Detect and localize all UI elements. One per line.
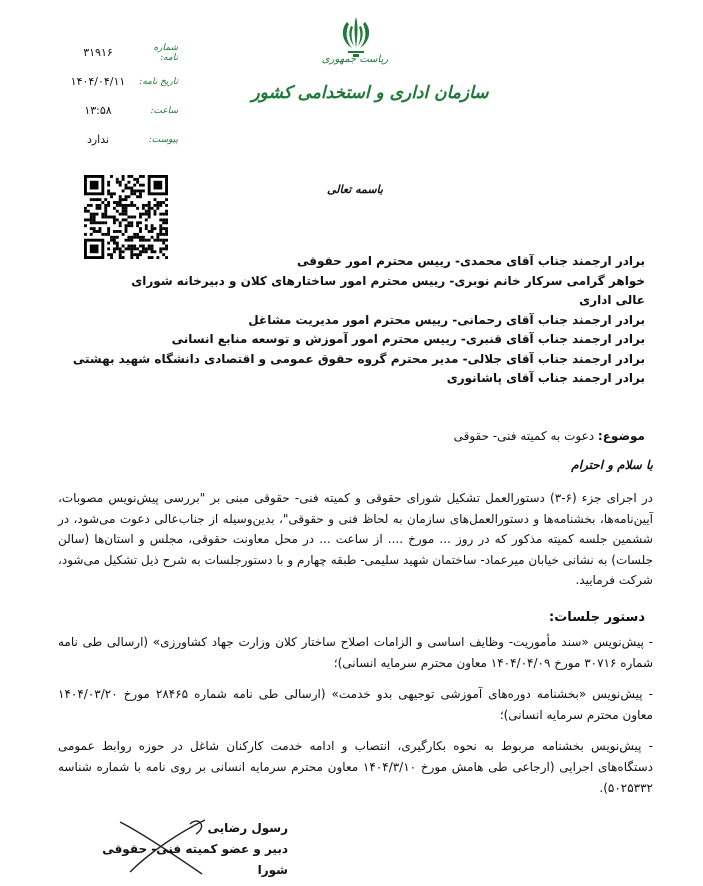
meta-letter-date bbox=[58, 67, 178, 96]
meta-value: ۱۴۰۴/۰۴/۱۱ bbox=[70, 75, 126, 88]
meta-label: تاریخ نامه: bbox=[139, 76, 178, 87]
meta-letter-number bbox=[58, 38, 178, 67]
basmala: باسمه تعالی bbox=[327, 183, 383, 196]
recipient-line: خواهر گرامی سرکار خانم نوبری- رییس محترم امور ساختارهای کلان و دبیرخانه شورای bbox=[131, 273, 645, 288]
subject-line bbox=[454, 429, 645, 443]
presidency-label: ریاست جمهوری bbox=[321, 54, 389, 65]
recipient-line: برادر ارجمند جناب آقای رحمانی- رییس محترم امور مدیریت مشاغل bbox=[248, 312, 645, 327]
signer-block bbox=[68, 818, 288, 881]
agenda-item: - پیش‌نویس «سند مأموریت- وظایف اساسی و الزامات اصلاح ساختار کلان وزارت جهاد کشاورزی» (ارسالی طی نامه شماره ۳۰۷۱۶ مورخ ۱۴۰۴/۰۴/۰۹ معاون محترم سرمایه انسانی)؛ bbox=[58, 635, 653, 670]
qr-code-icon bbox=[84, 175, 168, 259]
recipient-line: عالی اداری bbox=[579, 293, 645, 307]
signer-title: دبیر و عضو کمیته فنی- حقوقی شورا bbox=[102, 842, 288, 877]
meta-value: ۱۳:۵۸ bbox=[84, 104, 112, 117]
meta-label: ساعت: bbox=[150, 105, 178, 116]
agenda-item: - پیش‌نویس «بخشنامه دوره‌های آموزشی توجیهی بدو خدمت» (ارسالی طی نامه شماره ۲۸۴۶۵ مورخ ۱۴۰۴/۰۳/۲۰ معاون محترم سرمایه انسانی)؛ bbox=[58, 687, 653, 722]
agenda-title: دستور جلسات: bbox=[549, 610, 645, 625]
agenda-item: - پیش‌نویس بخشنامه مربوط به نحوه بکارگیری، انتصاب و ادامه خدمت کارکنان شاغل در حوزه روابط عمومی دستگاه‌های اجرایی (ارجاعی طی هامش مورخ ۱۴۰۴/۳/۱۰ معاون محترم سرمایه انسانی بر روی نامه با شماره شناسه ۵۰۲۵۳۳۲). bbox=[58, 739, 653, 795]
meta-label: پیوست: bbox=[148, 134, 178, 145]
meta-value: ندارد bbox=[86, 133, 110, 146]
agenda-list bbox=[58, 632, 653, 809]
letter-body: در اجرای جزء (۶-۳) دستورالعمل تشکیل شورای حقوقی و کمیته فنی- حقوقی مبنی بر "بررسی پیش‌نویس مصوبات، آیین‌نامه‌ها، بخشنامه‌ها و دستورالعمل‌های سازمان به لحاظ فنی و حقوقی"، بدین‌وسیله از جناب‌عالی دعوت می‌شود، در ششمین جلسه کمیته مذکور که در روز ... مورخ .... از ساعت ... در محل معاونت حقوقی، مجلس و استان‌ها (سالن جلسات) به نشانی خیابان میرعماد- ساختمان شهید سلیمی- طبقه چهارم و با دستورجلسات به شرح ذیل تشکیل می‌شود، شرکت فرمایید. bbox=[58, 491, 654, 587]
subject-label: موضوع: bbox=[597, 429, 645, 443]
recipient-line: برادر ارجمند جناب آقای قنبری- رییس محترم امور آموزش و توسعه منابع انسانی bbox=[171, 332, 645, 346]
letter-meta bbox=[58, 38, 178, 154]
subject-text: دعوت به کمیته فنی- حقوقی bbox=[453, 429, 595, 443]
recipient-line: برادر ارجمند جناب آقای محمدی- رییس محترم امور حقوقی bbox=[296, 254, 645, 268]
recipient-line: برادر ارجمند جناب آقای جلالی- مدیر محترم گروه حقوق عمومی و اقتصادی دانشگاه شهید بهشتی bbox=[72, 351, 645, 366]
meta-label: شماره نامه: bbox=[153, 42, 178, 63]
meta-attachment bbox=[58, 125, 178, 154]
meta-time bbox=[58, 96, 178, 125]
meta-value: ۳۱۹۱۶ bbox=[83, 46, 113, 59]
organization-title: سازمان اداری و استخدامی کشور bbox=[251, 83, 489, 103]
recipient-line: برادر ارجمند جناب آقای پاشانوری bbox=[446, 371, 645, 385]
greeting: با سلام و احترام bbox=[571, 458, 653, 472]
recipients-list bbox=[45, 252, 645, 389]
signer-name: رسول رضایی bbox=[207, 821, 288, 835]
